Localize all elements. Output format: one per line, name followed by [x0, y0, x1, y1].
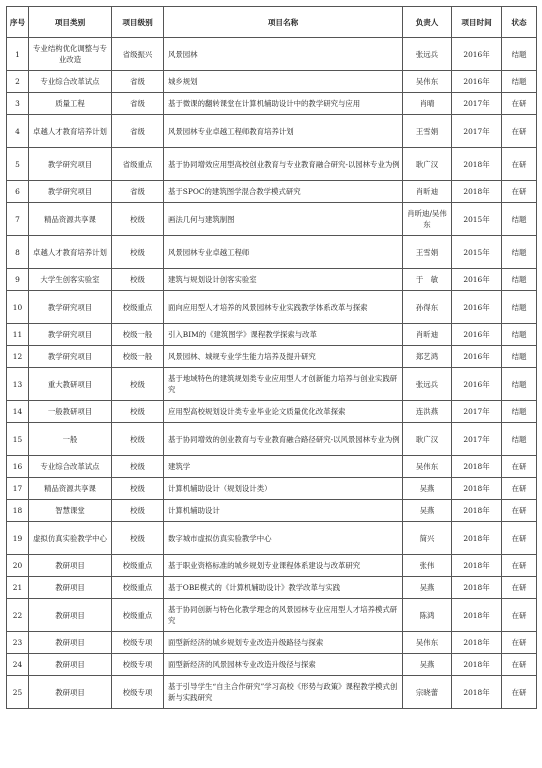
cell-time: 2018年 [452, 500, 502, 522]
cell-time: 2016年 [452, 368, 502, 401]
header-seq: 序号 [7, 7, 29, 38]
cell-time: 2018年 [452, 654, 502, 676]
cell-seq: 19 [7, 522, 29, 555]
cell-level: 校级重点 [112, 291, 164, 324]
cell-seq: 22 [7, 599, 29, 632]
cell-status: 结题 [502, 71, 537, 93]
cell-leader: 张伟 [403, 555, 452, 577]
cell-name: 引入BIM的《建筑图学》课程教学探索与改革 [164, 324, 403, 346]
cell-category: 教研项目 [29, 676, 112, 709]
cell-name: 城乡规划 [164, 71, 403, 93]
cell-category: 教学研究项目 [29, 148, 112, 181]
cell-seq: 2 [7, 71, 29, 93]
cell-name: 基于协同增效的创业教育与专业教育融合路径研究-以风景园林专业为例 [164, 423, 403, 456]
table-row [7, 324, 537, 346]
cell-status: 在研 [502, 599, 537, 632]
cell-leader: 吴燕 [403, 577, 452, 599]
cell-level: 校级 [112, 478, 164, 500]
cell-seq: 20 [7, 555, 29, 577]
cell-seq: 13 [7, 368, 29, 401]
cell-leader: 吴伟东 [403, 456, 452, 478]
header-status: 状态 [502, 7, 537, 38]
table-row [7, 423, 537, 456]
cell-name: 基于地域特色的建筑规划类专业应用型人才创新能力培养与创业实践研究 [164, 368, 403, 401]
cell-status: 在研 [502, 500, 537, 522]
cell-leader: 简兴 [403, 522, 452, 555]
cell-seq: 25 [7, 676, 29, 709]
cell-leader: 耿广汉 [403, 423, 452, 456]
cell-leader: 宗晓蕾 [403, 676, 452, 709]
cell-status: 在研 [502, 632, 537, 654]
cell-category: 教研项目 [29, 654, 112, 676]
cell-time: 2015年 [452, 203, 502, 236]
cell-status: 在研 [502, 115, 537, 148]
cell-status: 在研 [502, 654, 537, 676]
cell-category: 专业综合改革试点 [29, 456, 112, 478]
cell-category: 重大教研项目 [29, 368, 112, 401]
cell-status: 结题 [502, 236, 537, 269]
cell-time: 2018年 [452, 478, 502, 500]
cell-time: 2018年 [452, 148, 502, 181]
cell-time: 2017年 [452, 401, 502, 423]
cell-name: 基于引导学生“自主合作研究”学习高校《形势与政策》课程教学模式创新与实践研究 [164, 676, 403, 709]
table-row [7, 181, 537, 203]
cell-seq: 3 [7, 93, 29, 115]
cell-category: 专业结构优化调整与专业改造 [29, 38, 112, 71]
cell-seq: 1 [7, 38, 29, 71]
table-body [7, 38, 537, 709]
cell-leader: 肖晴 [403, 93, 452, 115]
cell-name: 建筑学 [164, 456, 403, 478]
cell-time: 2018年 [452, 632, 502, 654]
cell-seq: 10 [7, 291, 29, 324]
cell-level: 校级重点 [112, 577, 164, 599]
cell-time: 2018年 [452, 577, 502, 599]
cell-leader: 张远兵 [403, 368, 452, 401]
cell-category: 教学研究项目 [29, 181, 112, 203]
cell-name: 数字城市虚拟仿真实验教学中心 [164, 522, 403, 555]
header-level: 项目级别 [112, 7, 164, 38]
cell-category: 教学研究项目 [29, 346, 112, 368]
header-category: 项目类别 [29, 7, 112, 38]
cell-status: 结题 [502, 423, 537, 456]
cell-name: 面型新经济的城乡规划专业改造升级路径与探索 [164, 632, 403, 654]
table-row [7, 401, 537, 423]
table-row [7, 38, 537, 71]
cell-category: 教研项目 [29, 555, 112, 577]
cell-status: 在研 [502, 148, 537, 181]
cell-category: 教研项目 [29, 599, 112, 632]
project-table [6, 6, 537, 709]
cell-status: 在研 [502, 478, 537, 500]
cell-leader: 吴伟东 [403, 71, 452, 93]
cell-category: 一般教研项目 [29, 401, 112, 423]
table-row [7, 555, 537, 577]
cell-level: 校级 [112, 236, 164, 269]
cell-name: 基于协同增效应用型高校创业教育与专业教育融合研究-以园林专业为例 [164, 148, 403, 181]
cell-seq: 12 [7, 346, 29, 368]
cell-seq: 16 [7, 456, 29, 478]
cell-time: 2016年 [452, 71, 502, 93]
cell-level: 省级 [112, 71, 164, 93]
table-row [7, 71, 537, 93]
cell-status: 结题 [502, 291, 537, 324]
cell-seq: 11 [7, 324, 29, 346]
cell-level: 校级重点 [112, 599, 164, 632]
cell-name: 应用型高校规划设计类专业毕业论文质量优化改革探索 [164, 401, 403, 423]
cell-time: 2016年 [452, 324, 502, 346]
cell-name: 基于协同创新与特色化教学理念的风景园林专业应用型人才培养模式研究 [164, 599, 403, 632]
cell-level: 校级 [112, 401, 164, 423]
project-table-page [6, 6, 536, 709]
cell-level: 校级 [112, 203, 164, 236]
cell-leader: 陈鸿 [403, 599, 452, 632]
header-leader: 负责人 [403, 7, 452, 38]
cell-name: 风景园林 [164, 38, 403, 71]
cell-level: 校级 [112, 522, 164, 555]
cell-name: 基于职业资格标准的城乡规划专业课程体系建设与改革研究 [164, 555, 403, 577]
cell-time: 2016年 [452, 38, 502, 71]
table-row [7, 115, 537, 148]
header-name: 项目名称 [164, 7, 403, 38]
cell-status: 结题 [502, 346, 537, 368]
cell-status: 结题 [502, 203, 537, 236]
cell-time: 2015年 [452, 236, 502, 269]
cell-leader: 吴燕 [403, 654, 452, 676]
cell-status: 在研 [502, 522, 537, 555]
cell-status: 在研 [502, 93, 537, 115]
table-row [7, 478, 537, 500]
cell-status: 在研 [502, 577, 537, 599]
cell-level: 省级振兴 [112, 38, 164, 71]
cell-category: 虚拟仿真实验教学中心 [29, 522, 112, 555]
table-row [7, 577, 537, 599]
cell-name: 风景园林专业卓越工程师教育培养计划 [164, 115, 403, 148]
table-row [7, 654, 537, 676]
cell-seq: 7 [7, 203, 29, 236]
cell-name: 基于OBE模式的《计算机辅助设计》教学改革与实践 [164, 577, 403, 599]
cell-name: 计算机辅助设计（规划设计类） [164, 478, 403, 500]
cell-name: 画法几何与建筑制图 [164, 203, 403, 236]
cell-name: 面向应用型人才培养的风景园林专业实践教学体系改革与探索 [164, 291, 403, 324]
cell-leader: 吴伟东 [403, 632, 452, 654]
cell-status: 在研 [502, 456, 537, 478]
cell-seq: 6 [7, 181, 29, 203]
cell-time: 2018年 [452, 555, 502, 577]
cell-level: 校级一般 [112, 324, 164, 346]
cell-time: 2018年 [452, 676, 502, 709]
cell-time: 2018年 [452, 181, 502, 203]
cell-leader: 肖昕迪 [403, 181, 452, 203]
cell-name: 建筑与规划设计创客实验室 [164, 269, 403, 291]
cell-category: 教学研究项目 [29, 291, 112, 324]
cell-name: 风景园林专业卓越工程师 [164, 236, 403, 269]
cell-category: 专业综合改革试点 [29, 71, 112, 93]
cell-level: 校级 [112, 368, 164, 401]
cell-status: 在研 [502, 181, 537, 203]
cell-status: 结题 [502, 38, 537, 71]
cell-leader: 肖昕迪/吴伟东 [403, 203, 452, 236]
cell-name: 基于微课的翻转课堂在计算机辅助设计中的教学研究与应用 [164, 93, 403, 115]
table-row [7, 93, 537, 115]
cell-category: 教学研究项目 [29, 324, 112, 346]
cell-level: 校级 [112, 456, 164, 478]
cell-level: 校级专项 [112, 676, 164, 709]
cell-category: 教研项目 [29, 577, 112, 599]
cell-category: 质量工程 [29, 93, 112, 115]
cell-level: 校级专项 [112, 632, 164, 654]
cell-level: 校级 [112, 423, 164, 456]
cell-category: 一般 [29, 423, 112, 456]
cell-level: 校级重点 [112, 555, 164, 577]
table-row [7, 500, 537, 522]
cell-category: 卓越人才教育培养计划 [29, 115, 112, 148]
table-row [7, 148, 537, 181]
cell-leader: 肖昕迪 [403, 324, 452, 346]
cell-leader: 耿广汉 [403, 148, 452, 181]
cell-level: 校级专项 [112, 654, 164, 676]
cell-status: 结题 [502, 269, 537, 291]
table-row [7, 291, 537, 324]
cell-seq: 18 [7, 500, 29, 522]
cell-category: 精品资源共享课 [29, 203, 112, 236]
cell-seq: 9 [7, 269, 29, 291]
cell-time: 2017年 [452, 423, 502, 456]
cell-leader: 郑艺鸿 [403, 346, 452, 368]
cell-status: 在研 [502, 555, 537, 577]
cell-category: 卓越人才教育培养计划 [29, 236, 112, 269]
cell-time: 2018年 [452, 599, 502, 632]
table-row [7, 368, 537, 401]
cell-status: 结题 [502, 324, 537, 346]
table-row [7, 676, 537, 709]
cell-time: 2017年 [452, 93, 502, 115]
table-row [7, 203, 537, 236]
table-header-row [7, 7, 537, 38]
header-time: 项目时间 [452, 7, 502, 38]
cell-name: 基于SPOC的建筑图学混合教学模式研究 [164, 181, 403, 203]
cell-seq: 8 [7, 236, 29, 269]
cell-level: 校级 [112, 269, 164, 291]
table-row [7, 632, 537, 654]
cell-leader: 吴燕 [403, 500, 452, 522]
cell-leader: 王雪娟 [403, 115, 452, 148]
cell-seq: 23 [7, 632, 29, 654]
cell-level: 省级 [112, 115, 164, 148]
cell-seq: 14 [7, 401, 29, 423]
table-row [7, 599, 537, 632]
cell-status: 结题 [502, 368, 537, 401]
cell-leader: 张远兵 [403, 38, 452, 71]
cell-leader: 王雪娟 [403, 236, 452, 269]
cell-seq: 21 [7, 577, 29, 599]
table-row [7, 456, 537, 478]
table-row [7, 346, 537, 368]
table-row [7, 269, 537, 291]
cell-time: 2016年 [452, 346, 502, 368]
cell-leader: 连洪燕 [403, 401, 452, 423]
cell-category: 精品资源共享课 [29, 478, 112, 500]
cell-level: 校级一般 [112, 346, 164, 368]
cell-name: 计算机辅助设计 [164, 500, 403, 522]
cell-leader: 吴燕 [403, 478, 452, 500]
cell-time: 2018年 [452, 522, 502, 555]
cell-category: 智慧课堂 [29, 500, 112, 522]
cell-leader: 于 敏 [403, 269, 452, 291]
cell-seq: 5 [7, 148, 29, 181]
cell-seq: 4 [7, 115, 29, 148]
cell-seq: 17 [7, 478, 29, 500]
cell-status: 结题 [502, 401, 537, 423]
cell-level: 省级 [112, 93, 164, 115]
cell-leader: 孙得东 [403, 291, 452, 324]
cell-level: 省级 [112, 181, 164, 203]
table-row [7, 236, 537, 269]
cell-status: 在研 [502, 676, 537, 709]
cell-category: 大学生创客实验室 [29, 269, 112, 291]
cell-time: 2017年 [452, 115, 502, 148]
table-row [7, 522, 537, 555]
cell-name: 风景园林、城规专业学生能力培养及提升研究 [164, 346, 403, 368]
cell-seq: 15 [7, 423, 29, 456]
cell-level: 校级 [112, 500, 164, 522]
cell-name: 面型新经济的风景园林专业改造升级径与探索 [164, 654, 403, 676]
cell-time: 2016年 [452, 269, 502, 291]
cell-time: 2016年 [452, 291, 502, 324]
cell-seq: 24 [7, 654, 29, 676]
cell-category: 教研项目 [29, 632, 112, 654]
cell-level: 省级重点 [112, 148, 164, 181]
cell-time: 2018年 [452, 456, 502, 478]
